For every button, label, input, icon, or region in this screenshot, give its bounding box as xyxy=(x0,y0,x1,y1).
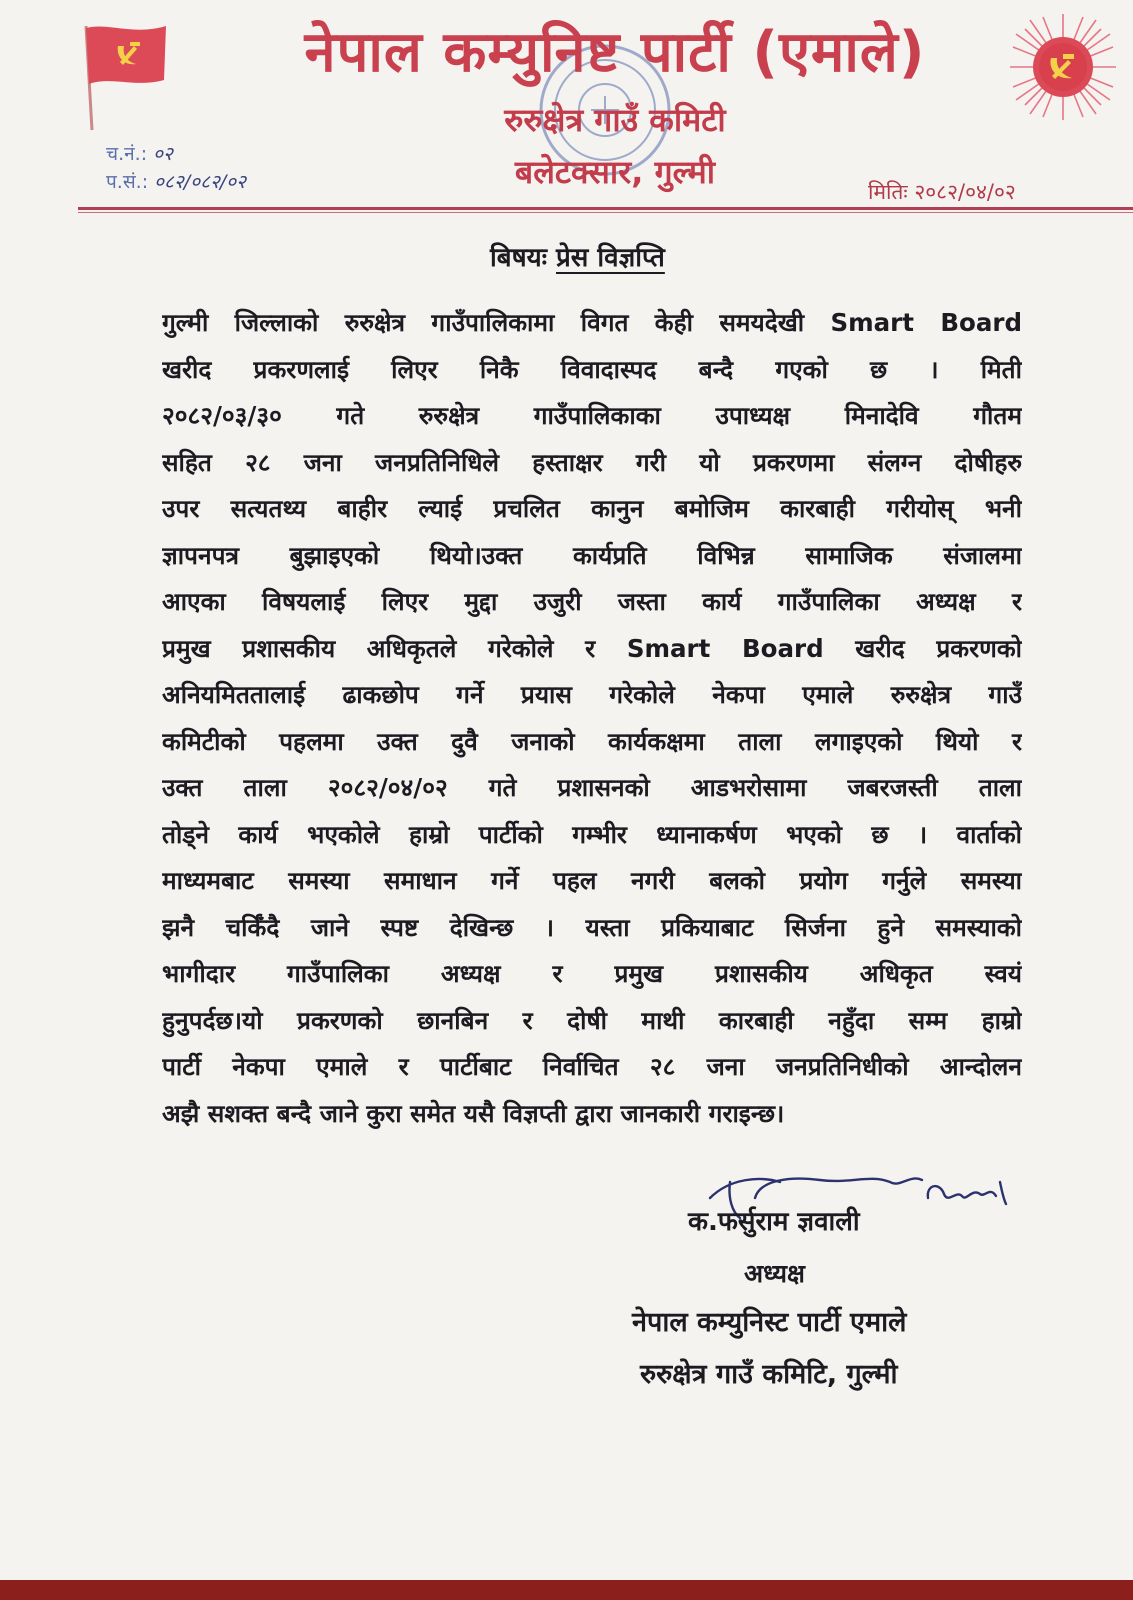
body-line: २०८२/०३/३० गते रुरुक्षेत्र गाउँपालिकाका उपाध्यक्ष मिनादेवि गौतम xyxy=(162,401,1022,430)
body-line: पार्टी नेकपा एमाले र पार्टीबाट निर्वाचित २८ जना जनप्रतिनिधीको आन्दोलन xyxy=(162,1052,1022,1081)
party-title: नेपाल कम्युनिष्ट पार्टी (एमाले) xyxy=(304,20,926,85)
header-rule-thin xyxy=(78,212,1133,213)
subject-label: बिषयः xyxy=(490,243,547,273)
body-line: हुनुपर्दछ।यो प्रकरणको छानबिन र दोषी माथी कारबाही नहुँदा सम्म हाम्रो xyxy=(162,1005,1022,1035)
body-line: अझै सशक्त बन्दै जाने कुरा समेत यसै विज्ञप्ती द्वारा जानकारी गराइन्छ। xyxy=(162,1098,785,1128)
letter-number: प.सं.: ०८२/०८२/०२ xyxy=(106,171,247,193)
signatory-name: क.फर्सुराम ज्ञवाली xyxy=(688,1207,860,1237)
party-sun-emblem-icon xyxy=(1008,12,1118,122)
body-line: माध्यमबाट समस्या समाधान गर्ने पहल नगरी बलको प्रयोग गर्नुले समस्या xyxy=(162,866,1022,895)
dispatch-number: च.नं.: ०२ xyxy=(106,143,173,165)
subject-title: प्रेस विज्ञप्ति xyxy=(556,243,665,273)
letter-date: मितिः २०८२/०४/०२ xyxy=(868,180,1016,204)
body-line: सहित २८ जना जनप्रतिनिधिले हस्ताक्षर गरी यो प्रकरणमा संलग्न दोषीहरु xyxy=(162,447,1022,477)
party-flag-icon xyxy=(78,22,173,132)
committee-location: बलेटक्सार, गुल्मी xyxy=(514,153,716,191)
header-rule xyxy=(78,207,1133,210)
body-line: प्रमुख प्रशासकीय अधिकृतले गरेकोले र Smart Board खरीद प्रकरणको xyxy=(162,633,1022,663)
signatory-role: अध्यक्ष xyxy=(744,1259,805,1288)
signatory-committee: रुरुक्षेत्र गाउँ कमिटि, गुल्मी xyxy=(640,1359,898,1390)
signatory-organization: नेपाल कम्युनिस्ट पार्टी एमाले xyxy=(632,1307,907,1338)
body-line: गुल्मी जिल्लाको रुरुक्षेत्र गाउँपालिकामा विगत केही समयदेखी Smart Board xyxy=(162,308,1022,337)
body-line: उपर सत्यतथ्य बाहीर ल्याई प्रचलित कानुन बमोजिम कारबाही गरीयोस् भनी xyxy=(162,494,1022,523)
body-line: तोड्ने कार्य भएकोले हाम्रो पार्टीको गम्भीर ध्यानाकर्षण भएको छ । वार्ताको xyxy=(162,819,1022,849)
press-release-body xyxy=(162,300,1022,1137)
body-line: झनै चर्किँदै जाने स्पष्ट देखिन्छ । यस्ता प्रकियाबाट सिर्जना हुने समस्याको xyxy=(162,912,1022,942)
committee-name: रुरुक्षेत्र गाउँ कमिटी xyxy=(504,101,726,139)
body-line: भागीदार गाउँपालिका अध्यक्ष र प्रमुख प्रशासकीय अधिकृत स्वयं xyxy=(162,959,1022,988)
body-line: खरीद प्रकरणलाई लिएर निकै विवादास्पद बन्दै गएको छ । मिती xyxy=(162,354,1022,384)
body-line: ज्ञापनपत्र बुझाइएको थियो।उक्त कार्यप्रति विभिन्न सामाजिक संजालमा xyxy=(162,540,1022,570)
body-line: अनियमिततालाई ढाकछोप गर्ने प्रयास गरेकोले नेकपा एमाले रुरुक्षेत्र गाउँ xyxy=(162,680,1022,709)
body-line: आएका विषयलाई लिएर मुद्दा उजुरी जस्ता कार्य गाउँपालिका अध्यक्ष र xyxy=(162,587,1022,616)
page-bottom-edge xyxy=(0,1580,1133,1600)
subject-line xyxy=(490,238,665,274)
body-line: कमिटीको पहलमा उक्त दुवै जनाको कार्यकक्षमा ताला लगाइएको थियो र xyxy=(162,726,1022,756)
body-line: उक्त ताला २०८२/०४/०२ गते प्रशासनको आडभरोसामा जबरजस्ती ताला xyxy=(162,773,1022,802)
